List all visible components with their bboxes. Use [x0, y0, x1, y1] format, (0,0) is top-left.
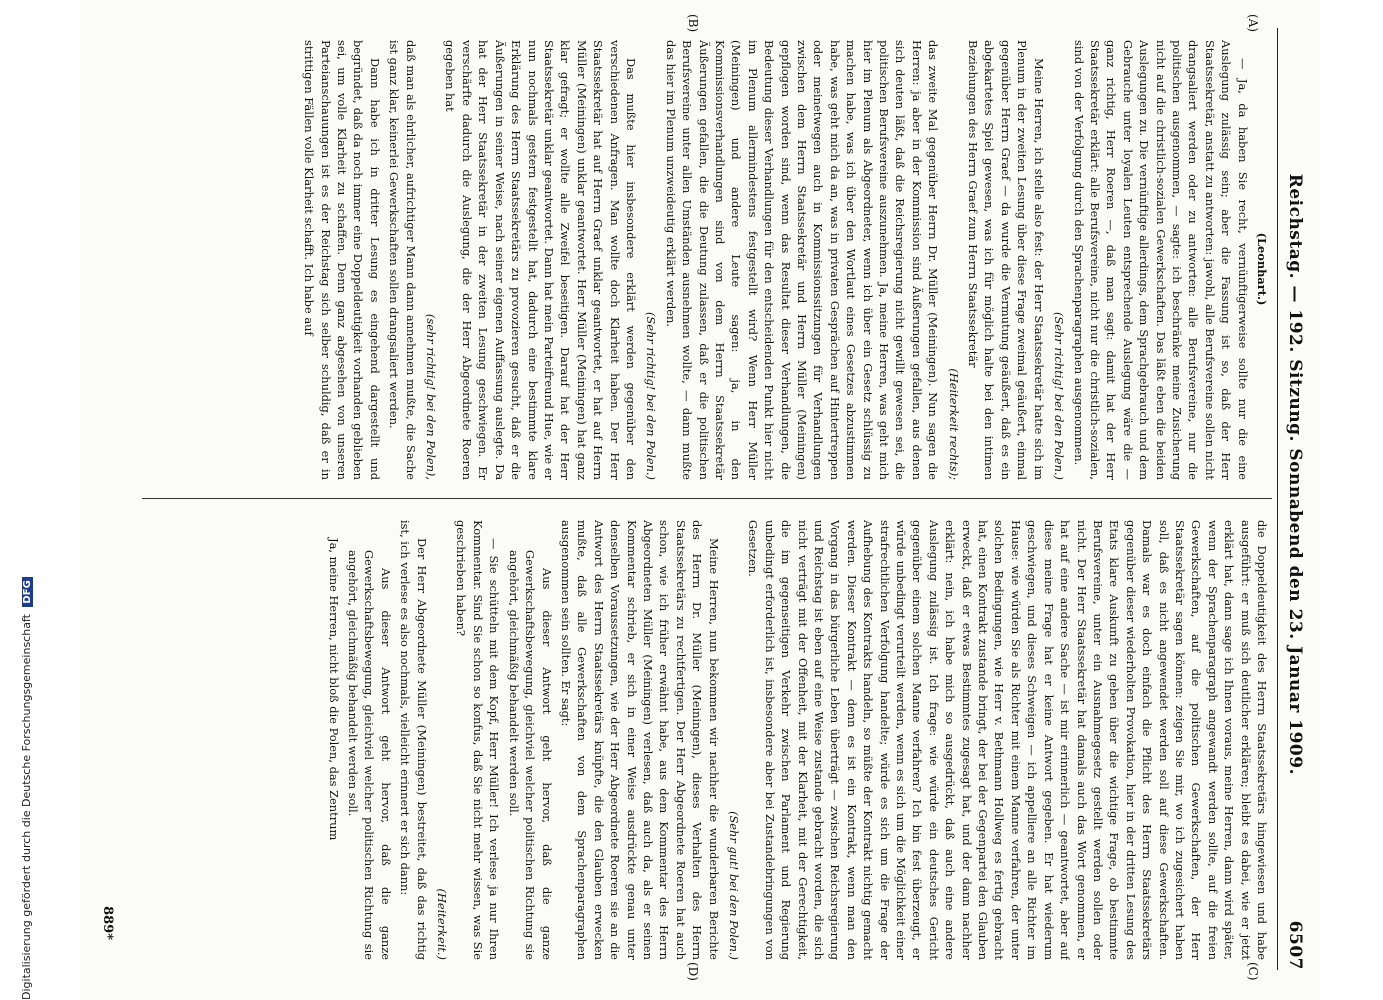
reaction: (Sehr richtig! bei den Polen.) — [644, 311, 659, 480]
margin-mark-d: (D) — [686, 962, 700, 981]
right-paragraph: Der Herr Abgeordnete Müller (Meiningen) bestreitet, daß das richtig ist, ich verlese es also nochmals, vielleicht erinnert er sich dann: — [398, 520, 429, 960]
left-paragraph: daß man als ehrlicher, aufrichtiger Mann dann annehmen mußte, die Sache ist ganz klar, keinerlei Gewerkschaften sollen drangsaliert werden. — [387, 40, 418, 480]
left-paragraph: das zweite Mal gegenüber Herrn Dr. Müller (Meiningen). Nun sagen die Herren: ja aber in der Kommission sind Äußerungen gefallen, aus denen sich deuten läßt, daß die Reichsregierung nicht gewillt gewesen sei, die politischen Berufsvereine auszunehmen. Ja, meine Herren, was geht mich hier im Plenum als Abgeordneter, wenn ich über ein Gesetz schlüssig zu machen habe, was ich über den Wortlaut eines Gesetzes abzustimmen habe, was geht mich da an, was in privaten Gesprächen auf Hintertreppen oder meinetwegen auch in Kommissionssitzungen für Verhandlungen zwischen dem Herrn Staatssekretär und Herrn Müller (Meiningen) gepflogen worden sind, wenn das Resultat dieser Verhandlungen, die Bedeutung dieser Verhandlungen für den entscheidenden Punkt hier nicht im Plenum allermindestens festgestellt wird? Wenn Herr Müller (Meiningen) und andere Leute sagen: ja, in den Kommissionsverhandlungen sind von dem Herrn Staatssekretär Äußerungen gefallen, die die Deutung zulassen, daß er die politischen Berufsvereine unter allen Umständen ausnehmen wollte, — dann mußte das hier im Plenum unzweideutig erklärt werden. — [663, 40, 941, 480]
right-paragraph: Meine Herren, nun bekommen wir nachher die wunderbaren Berichte des Herrn Dr. Müller (Meiningen), dieses Verhalten des Herrn Staatssekretärs zu rechtfertigen. Der Herr Abgeordnete Roeren hat auch schon, wie ich früher erwähnt habe, aus dem Kommentar des Herrn Abgeordneten Müller (Meiningen) verlesen, daß auch da, als er seinen Kommentar schrieb, er sich in einer Weise ausdrückte genau unter denselben Voraussetzungen, wie der Herr Abgeordnete Roeren sie an die Antwort des Herrn Staatssekretärs knüpfte, die den Glauben erwecken mußte, daß alle Gewerkschaften von dem Sprachenparagraphen ausgenommen sein sollten. Er sagt: — [558, 520, 721, 960]
dfg-logo: DFG — [22, 577, 33, 606]
credit-text: Digitalisierung gefördert durch die Deutsche Forschungsgemeinschaft — [20, 614, 33, 1000]
column-divider — [142, 498, 1272, 499]
left-column — [110, 40, 1270, 480]
scanned-page — [80, 0, 1320, 1000]
reaction: (sehr richtig! bei den Polen), — [424, 313, 439, 480]
header-rule — [1277, 28, 1278, 970]
margin-mark-b: (B) — [686, 14, 700, 33]
right-paragraph: Ja, meine Herren, nicht bloß die Polen, das Zentrum — [326, 538, 341, 841]
reaction: (Sehr gut! bei den Polen.) — [727, 811, 741, 960]
reaction: (Heiterkeit.) — [435, 888, 450, 960]
footer-page-marker: 889* — [100, 906, 115, 940]
page-header-title: Reichstag. — 192. Sitzung. Sonnabend den 23. Januar 1909. — [1285, 173, 1305, 775]
page-header — [1282, 28, 1308, 970]
right-column — [110, 520, 1270, 960]
speaker-name: (Leonhart.) — [1255, 232, 1269, 306]
page-number: 6507 — [1285, 920, 1305, 970]
quote: Aus dieser Antwort geht hervor, daß die ganze Gewerkschaftsbewegung, gleichviel welcher politischen Richtung sie angehört, gleichmäßig behandelt werden soll. — [346, 550, 393, 960]
right-paragraph: die Doppeldeutigkeit des Herrn Staatssekretärs hingewiesen und habe ausgeführt: er muß sich deutlicher erklären; bleibt es dabei, wie er jetzt erklärt hat, dann sage ich Ihnen voraus, meine Herren, dann wird später, wenn der Sprachenparagraph angewandt werden sollte, auf die freien Gewerkschaften, auf die politischen Gewerkschaften, der Herr Staatssekretär sagen können: zeigen Sie mir, wo ich zugesichert haben soll, daß es nicht angewendet werden soll auf diese Gewerkschaften. Damals war es doch einfach die Pflicht des Herrn Staatssekretärs gegenüber dieser wiederholten Provokation, hier in der dritten Lesung des Etats klare Auskunft zu geben über die wichtige Frage, ob bestimmte Berufsvereine, unter ein Ausnahmegesetz gestellt werden sollen oder nicht. Der Herr Staatssekretär hat damals auch das Wort genommen, er hat auf eine andere Sache — ist mir erinnerlich — geantwortet, aber auf diese meine Frage hat er keine Antwort gegeben. Er hat wiederum geschwiegen, und dieses Schweigen — ich appelliere an alle Richter im Hause: wie würden Sie als Richter mit einem Manne verfahren, der unter solchen Bedingungen, wie Herr v. Bethmann Hollweg es fertig gebracht hat, einen Kontrakt zustande bringt, der bei der Gegenpartei den Glauben erweckt, daß er etwas Bestimmtes zugesagt hat, und der dann nachher erklärt: nein, ich habe mich so ausgedrückt, daß auch eine andere Auslegung zulässig ist. Ich frage: wie würde ein deutsches Gericht gegenüber einem solchen Manne verfahren? Ich bin fest überzeugt, er würde unbedingt verurteilt werden, wenn es sich um die Möglichkeit einer strafrechtlichen Verfolgung handelte; würde es sich um die Frage der Aufhebung des Kontrakts handeln, so müßte der Kontrakt nichtig gemacht werden. Dieser Kontrakt — denn es ist ein Kontrakt, wenn man den Vorgang in das bürgerliche Leben überträgt — zwischen Reichsregierung und Reichstag ist eben auf eine Weise zustande gebracht worden, die sich nicht verträgt mit der Offenheit, mit der Klarheit, mit der Gerechtigkeit, die im gegenseitigen Verkehr zwischen Parlament und Regierung unbedingt erforderlich ist, insbesondere aber bei Zustandebringungen von Gesetzen. — [746, 520, 1269, 960]
right-paragraph: — Sie schütteln mit dem Kopf, Herr Müller! Ich verlese ja nur Ihren Kommentar. Sind Sie schon so konfus, daß Sie nicht mehr wissen, was Sie geschrieben haben? — [454, 520, 502, 960]
left-paragraph: Das mußte hier insbesondere erklärt werden gegenüber den verschiedenen Anfragen. Man wollte doch Klarheit haben. Der Herr Staatssekretär hat auf Herrn Graef unklar geantwortet, er hat auf Herrn Müller (Meiningen) unklar geantwortet. Herr Müller (Meiningen) hat ganz klar gefragt; er wollte alle Zweifel beseitigen. Darauf hat der Herr Staatssekretär unklar geantwortet. Dann hat mein Parteifreund Hue, wie er nun nochmals gestern festgestellt hat, dadurch eine bestimmte klare Erklärung des Herrn Staatssekretärs zu provozieren gesucht, daß er die Äußerungen in seiner Weise, nach seiner eigenen Auffassung auslegte. Da hat der Herr Staatssekretär in der zweiten Lesung geschwiegen. Er verschärfte dadurch die Auslegung, die der Herr Abgeordnete Roeren gegeben hat — [443, 40, 638, 480]
reaction: (Heiterkeit rechts); — [946, 368, 961, 480]
reaction: (Sehr richtig! bei den Polen.) — [1052, 311, 1067, 480]
left-paragraph: Meine Herren, ich stelle also fest: der Herr Staatssekretär hatte sich im Plenum in der zweiten Lesung über diese Frage zweimal geäußert, einmal gegenüber Herrn Graef — da wurde die Vermutung geäußert, daß es ein abgekartetes Spiel gewesen, was ich für möglich halte bei den intimen Beziehungen des Herrn Graef zum Herrn Staatssekretär — [966, 40, 1046, 480]
left-paragraph: — Ja, da haben Sie recht, vernünftigerweise sollte nur die eine Auslegung zulässig sein; aber die Fassung ist so, daß der Herr Staatssekretär, anstatt zu antworten: jawohl, alle Berufsvereine sollen nicht drangsaliert werden oder zu antworten: alle Berufsvereine, nur die politischen ausgenommen, — sagte: ich beschränke meine Zusicherung nicht auf die christlich-sozialen Gewerkschaften. Das läßt eben die beiden Auslegungen zu. Die vernünftige allerdings, dem Sprachgebrauch und dem Gebrauche unter loyalen Leuten entsprechende Auslegung wäre die — ganz richtig, Herr Roeren —, daß man sagt: damit hat der Herr Staatssekretär erklärt: alle Berufsvereine, nicht nur die christlich-sozialen, sind von der Verfolgung durch den Sprachenparagraphen ausgenommen. — [1071, 40, 1250, 480]
quote: Aus dieser Antwort geht hervor, daß die ganze Gewerkschaftsbewegung, gleichviel welcher politischen Richtung sie angehört, gleichmäßig behandelt werden soll. — [506, 550, 554, 960]
digitization-credit — [2, 0, 33, 1000]
margin-mark-c: (C) — [1246, 962, 1260, 981]
margin-mark-a: (A) — [1246, 14, 1260, 33]
left-paragraph: Dann habe ich in dritter Lesung es eingehend dargestellt und begründet, daß da noch immer eine Doppeldeutigkeit vorhanden geblieben sei, um volle Klarheit zu schaffen. Denn ganz abgesehen von unseren Parteianschauungen ist es der Reichstag sich selber schuldig, daß er in strittigen Fällen volle Klarheit schafft. Ich habe auf — [302, 40, 382, 480]
